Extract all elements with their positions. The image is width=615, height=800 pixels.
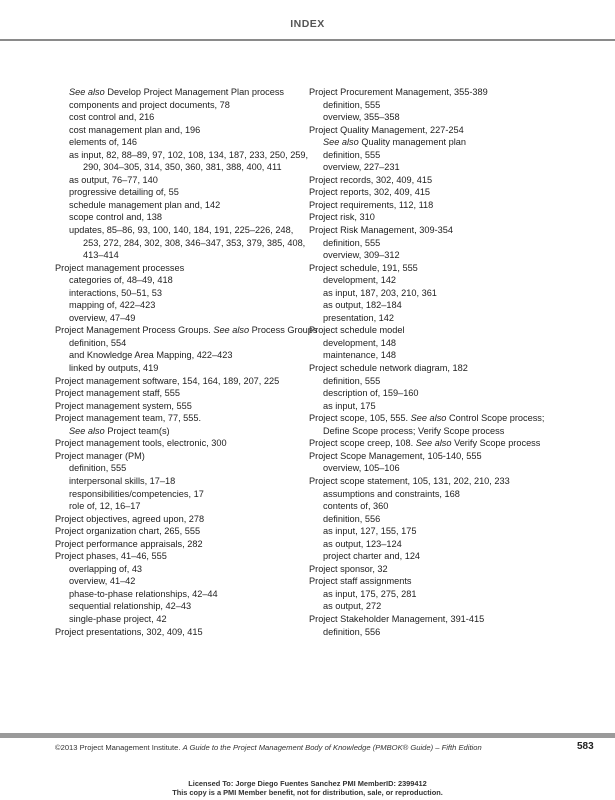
index-entry <box>55 149 309 162</box>
index-entry <box>55 462 300 475</box>
entry-text: cost control and, 216 <box>69 112 155 123</box>
entry-text: overview, 41–42 <box>69 576 136 587</box>
see-also-label: See also <box>69 425 105 436</box>
index-entry <box>55 86 300 99</box>
entry-text: Project manager (PM) <box>55 450 145 461</box>
index-column-left <box>55 86 318 638</box>
entry-text: as input, 187, 203, 210, 361 <box>323 287 437 298</box>
entry-text: Project Management Process Groups. <box>55 325 214 336</box>
entry-text: categories of, 48–49, 418 <box>69 275 173 286</box>
entry-text: development, 142 <box>323 275 397 286</box>
entry-text: definition, 555 <box>323 99 381 110</box>
index-entry <box>309 312 609 325</box>
entry-text: Project reports, 302, 409, 415 <box>309 187 431 198</box>
index-entry <box>55 199 300 212</box>
index-entry <box>309 412 609 425</box>
entry-text: overview, 227–231 <box>323 162 400 173</box>
index-entry <box>55 111 300 124</box>
entry-text: mapping of, 422–423 <box>69 300 156 311</box>
index-entry <box>55 299 300 312</box>
entry-text: Control Scope process; <box>446 413 545 424</box>
index-entry <box>309 99 609 112</box>
entry-text: Project scope creep, 108. <box>309 438 416 449</box>
entry-text: definition, 555 <box>323 149 381 160</box>
index-entry <box>55 124 300 137</box>
index-entry <box>309 525 609 538</box>
entry-text: development, 148 <box>323 337 397 348</box>
entry-text: 253, 272, 284, 302, 308, 346–347, 353, 379, 385, 408, <box>83 237 306 248</box>
index-entry <box>55 349 300 362</box>
index-column-right <box>309 86 609 638</box>
index-entry <box>55 287 300 300</box>
index-entry <box>309 500 609 513</box>
entry-text: Project risk, 310 <box>309 212 375 223</box>
entry-text: Project schedule, 191, 555 <box>309 262 418 273</box>
entry-text: as input, 175, 275, 281 <box>323 588 417 599</box>
index-entry <box>55 274 300 287</box>
entry-text: overview, 355–358 <box>323 112 400 123</box>
footer-copyright: ©2013 Project Management Institute. <box>55 743 183 752</box>
index-entry <box>309 86 609 99</box>
entry-text: presentation, 142 <box>323 312 395 323</box>
index-entry <box>309 362 609 375</box>
index-entry <box>55 211 300 224</box>
index-entry <box>309 324 609 337</box>
index-entry <box>309 600 609 613</box>
entry-text: Project records, 302, 409, 415 <box>309 174 433 185</box>
entry-text: sequential relationship, 42–43 <box>69 601 192 612</box>
see-also-label: See also <box>213 325 250 336</box>
entry-text: as output, 272 <box>323 601 382 612</box>
index-entry <box>309 124 609 137</box>
index-entry <box>55 400 300 413</box>
index-entry <box>55 550 300 563</box>
index-entry <box>309 425 609 438</box>
index-entry <box>309 387 609 400</box>
index-entry <box>309 287 609 300</box>
entry-text: Project Risk Management, 309-354 <box>309 225 454 236</box>
index-entry <box>309 575 609 588</box>
index-entry <box>309 299 609 312</box>
index-entry <box>55 99 300 112</box>
index-entry <box>55 324 318 337</box>
entry-text: Project management team, 77, 555. <box>55 413 202 424</box>
index-entry <box>55 626 300 639</box>
entry-text: interactions, 50–51, 53 <box>69 287 162 298</box>
entry-text: 290, 304–305, 314, 350, 360, 381, 388, 400, 411 <box>83 162 282 173</box>
entry-text: Project schedule network diagram, 182 <box>309 363 468 374</box>
header-rule <box>0 39 615 41</box>
index-entry <box>55 186 300 199</box>
entry-text: scope control and, 138 <box>69 212 162 223</box>
entry-text: project charter and, 124 <box>323 551 421 562</box>
index-entry <box>55 161 300 174</box>
index-entry <box>55 375 300 388</box>
index-entry <box>309 400 609 413</box>
index-entry <box>55 249 300 262</box>
index-entry <box>309 437 609 450</box>
index-entry <box>309 174 609 187</box>
index-entry <box>55 538 300 551</box>
entry-text: role of, 12, 16–17 <box>69 501 141 512</box>
entry-text: Project Scope Management, 105-140, 555 <box>309 450 482 461</box>
index-entry <box>309 249 609 262</box>
entry-text: as output, 123–124 <box>323 538 402 549</box>
see-also-label: See also <box>323 137 359 148</box>
entry-text: cost management plan and, 196 <box>69 124 201 135</box>
index-entry <box>55 500 300 513</box>
entry-text: updates, 85–86, 93, 100, 140, 184, 191, 225–226, 248, <box>69 225 294 236</box>
entry-text: linked by outputs, 419 <box>69 363 159 374</box>
entry-text: elements of, 146 <box>69 137 137 148</box>
entry-text: Project sponsor, 32 <box>309 563 388 574</box>
entry-text: overview, 105–106 <box>323 463 400 474</box>
entry-text: Define Scope process; Verify Scope process <box>323 425 505 436</box>
entry-text: maintenance, 148 <box>323 350 397 361</box>
entry-text: schedule management plan and, 142 <box>69 199 221 210</box>
index-entry <box>309 224 609 237</box>
entry-text: overlapping of, 43 <box>69 563 143 574</box>
entry-text: Quality management plan <box>358 137 467 148</box>
index-entry <box>55 513 300 526</box>
index-entry <box>55 262 300 275</box>
entry-text: definition, 554 <box>69 337 127 348</box>
index-entry <box>309 613 609 626</box>
index-entry <box>309 349 609 362</box>
entry-text: Develop Project Management Plan process <box>104 87 285 97</box>
see-also-label: See also <box>69 87 105 97</box>
entry-text: Project requirements, 112, 118 <box>309 199 434 210</box>
index-entry <box>309 626 609 639</box>
index-entry <box>309 111 609 124</box>
index-entry <box>309 450 609 463</box>
entry-text: Project schedule model <box>309 325 405 336</box>
index-entry <box>55 488 300 501</box>
entry-text: phase-to-phase relationships, 42–44 <box>69 588 218 599</box>
footer-citation <box>55 743 482 752</box>
index-entry <box>309 211 609 224</box>
license-line-1: Licensed To: Jorge Diego Fuentes Sanchez PMI MemberID: 2399412 <box>188 779 427 788</box>
index-entry <box>309 588 609 601</box>
entry-text: overview, 47–49 <box>69 312 136 323</box>
entry-text: interpersonal skills, 17–18 <box>69 475 176 486</box>
entry-text: as output, 76–77, 140 <box>69 174 158 185</box>
entry-text: definition, 556 <box>323 626 381 637</box>
entry-text: Project management system, 555 <box>55 400 192 411</box>
entry-text: Project Stakeholder Management, 391-415 <box>309 613 485 624</box>
index-entry <box>55 425 300 438</box>
index-entry <box>55 525 300 538</box>
index-entry <box>309 337 609 350</box>
index-entry <box>55 600 300 613</box>
index-entry <box>309 462 609 475</box>
index-entry <box>309 237 609 250</box>
entry-text: assumptions and constraints, 168 <box>323 488 460 499</box>
entry-text: progressive detailing of, 55 <box>69 187 179 198</box>
index-entry <box>55 575 300 588</box>
index-entry <box>55 412 300 425</box>
index-entry <box>309 136 609 149</box>
index-entry <box>309 538 609 551</box>
entry-text: contents of, 360 <box>323 501 389 512</box>
entry-text: Project phases, 41–46, 555 <box>55 551 167 562</box>
entry-text: Project scope, 105, 555. <box>309 413 411 424</box>
entry-text: responsibilities/competencies, 17 <box>69 488 204 499</box>
index-entry <box>309 513 609 526</box>
see-also-label: See also <box>410 413 447 424</box>
index-entry <box>309 199 609 212</box>
index-entry <box>55 563 300 576</box>
footer-rule <box>0 733 615 738</box>
index-entry <box>309 149 609 162</box>
page-number: 583 <box>577 741 594 752</box>
entry-text: as input, 127, 155, 175 <box>323 526 417 537</box>
page-header-title: INDEX <box>290 18 325 30</box>
entry-text: Project Procurement Management, 355-389 <box>309 87 488 97</box>
entry-text: 413–414 <box>83 250 119 261</box>
entry-text: definition, 555 <box>323 375 381 386</box>
entry-text: definition, 555 <box>69 463 127 474</box>
index-entry <box>309 475 609 488</box>
index-entry <box>55 312 300 325</box>
entry-text: as output, 182–184 <box>323 300 402 311</box>
entry-text: description of, 159–160 <box>323 388 419 399</box>
entry-text: Project staff assignments <box>309 576 412 587</box>
index-entry <box>309 161 609 174</box>
index-entry <box>309 550 609 563</box>
index-entry <box>55 237 306 250</box>
entry-text: Process Groups <box>249 325 318 336</box>
index-entry <box>55 450 300 463</box>
index-entry <box>55 475 300 488</box>
entry-text: Project objectives, agreed upon, 278 <box>55 513 205 524</box>
index-entry <box>55 437 300 450</box>
index-entry <box>55 387 300 400</box>
license-line-2: This copy is a PMI Member benefit, not for distribution, sale, or reproduction. <box>172 787 443 797</box>
see-also-label: See also <box>415 438 452 449</box>
entry-text: Verify Scope process <box>451 438 541 449</box>
index-entry <box>55 362 300 375</box>
entry-text: Project management tools, electronic, 300 <box>55 438 227 449</box>
index-entry <box>55 613 300 626</box>
entry-text: Project management processes <box>55 262 185 273</box>
entry-text: Project Quality Management, 227-254 <box>309 124 464 135</box>
index-entry <box>309 186 609 199</box>
entry-text: Project scope statement, 105, 131, 202, 210, 233 <box>309 475 510 486</box>
entry-text: Project management software, 154, 164, 189, 207, 225 <box>55 375 280 386</box>
index-entry <box>309 262 609 275</box>
index-entry <box>309 375 609 388</box>
entry-text: and Knowledge Area Mapping, 422–423 <box>69 350 233 361</box>
index-entry <box>309 274 609 287</box>
entry-text: Project organization chart, 265, 555 <box>55 526 201 537</box>
entry-text: Project team(s) <box>104 425 170 436</box>
entry-text: Project management staff, 555 <box>55 388 180 399</box>
entry-text: as input, 82, 88–89, 97, 102, 108, 134, 187, 233, 250, 259, <box>69 149 309 160</box>
index-entry <box>55 174 300 187</box>
index-entry <box>55 588 300 601</box>
footer-book-title: A Guide to the Project Management Body of Knowledge (PMBOK® Guide) – Fifth Edition <box>182 743 482 752</box>
entry-text: overview, 309–312 <box>323 250 400 261</box>
index-entry <box>55 136 300 149</box>
entry-text: as input, 175 <box>323 400 376 411</box>
entry-text: components and project documents, 78 <box>69 99 230 110</box>
index-entry <box>55 337 300 350</box>
entry-text: definition, 556 <box>323 513 381 524</box>
entry-text: single-phase project, 42 <box>69 613 167 624</box>
index-entry <box>309 563 609 576</box>
entry-text: Project presentations, 302, 409, 415 <box>55 626 203 637</box>
index-entry <box>309 488 609 501</box>
index-entry <box>55 224 300 237</box>
entry-text: Project performance appraisals, 282 <box>55 538 203 549</box>
license-notice <box>0 780 615 797</box>
entry-text: definition, 555 <box>323 237 381 248</box>
